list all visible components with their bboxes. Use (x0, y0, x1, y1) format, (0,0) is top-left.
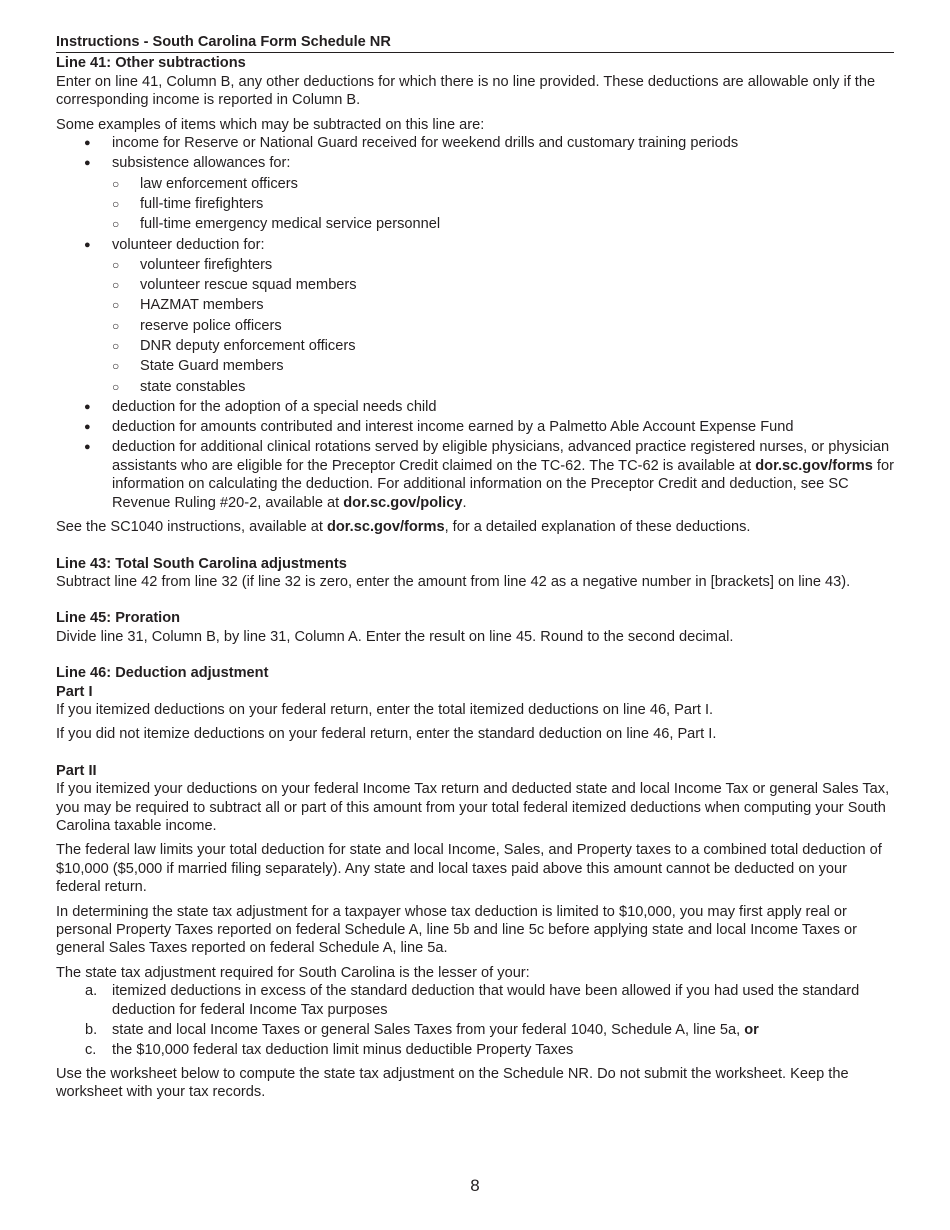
list-item: ● volunteer deduction for: ○ volunteer firefighters ○ volunteer rescue squad members ○ HAZMAT members ○ reserve police officers ○ DNR deputy enforcement officers ○ State Guard members ○ state constables (56, 236, 894, 396)
page-header: Instructions - South Carolina Form Schedule NR (56, 33, 894, 53)
circle-bullet-icon: ○ (112, 257, 120, 272)
part2-paragraph: The state tax adjustment required for South Carolina is the lesser of your: (56, 964, 530, 981)
list-item: ● deduction for the adoption of a special needs child (84, 398, 437, 415)
sublist (112, 175, 894, 234)
line46-heading: Line 46: Deduction adjustment (56, 665, 269, 682)
list-item: a. itemized deductions in excess of the standard deduction that would have been allowed if you had used the standard deduction for federal Income Tax purposes (85, 983, 860, 1018)
circle-bullet-icon: ○ (112, 339, 120, 353)
line45-text: Divide line 31, Column B, by line 31, Column A. Enter the result on line 45. Round to the second decimal. (56, 628, 734, 645)
line45-heading: Line 45: Proration (56, 610, 181, 627)
policy-link[interactable]: dor.sc.gov/policy (343, 494, 463, 511)
part1-paragraph: If you itemized deductions on your federal return, enter the total itemized deductions on line 46, Part I. (56, 701, 714, 718)
sublist (112, 256, 894, 396)
line41-intro: Enter on line 41, Column B, any other deductions for which there is no line provided. These deductions are allowable only if the corresponding income is reported in Column B. (56, 73, 876, 109)
sublist-item: ○ full-time emergency medical service personnel (112, 216, 441, 233)
worksheet-note: Use the worksheet below to compute the state tax adjustment on the Schedule NR. Do not submit the worksheet. Keep the worksheet with your tax records. (56, 1066, 849, 1101)
forms-link[interactable]: dor.sc.gov/forms (326, 519, 445, 536)
list-item: ● subsistence allowances for: ○ law enforcement officers ○ full-time firefighters ○ full-time emergency medical service personnel (56, 154, 894, 233)
list-item: b. state and local Income Taxes or general Sales Taxes from your federal 1040, Schedule A, line 5a, or (85, 1021, 759, 1038)
line45-section (56, 609, 894, 646)
circle-bullet-icon: ○ (112, 359, 120, 374)
circle-bullet-icon: ○ (112, 318, 120, 333)
examples-list (56, 134, 894, 512)
circle-bullet-icon: ○ (112, 217, 120, 232)
page-number: 8 (470, 1176, 480, 1195)
sublist-item: ○ State Guard members (112, 358, 284, 375)
sublist-item: ○ DNR deputy enforcement officers (112, 338, 356, 354)
line46-section (56, 664, 894, 1102)
part2-paragraph: In determining the state tax adjustment for a taxpayer whose tax deduction is limited to $10,000, you may first apply real or personal Property Taxes reported on federal Schedule A, line 5b and line 5c before applying state and local Income Taxes or general Sales Taxes reported on federal Schedule A, line 5a. (56, 903, 858, 957)
sublist-item: ○ HAZMAT members (112, 297, 264, 314)
list-item: c. the $10,000 federal tax deduction limit minus deductible Property Taxes (85, 1041, 574, 1058)
sublist-item: ○ volunteer firefighters (112, 256, 273, 273)
sublist-item: ○ full-time firefighters (112, 195, 264, 212)
forms-link[interactable]: dor.sc.gov/forms (755, 457, 873, 474)
bullet-icon: ● (84, 441, 91, 454)
line41-see-note: See the SC1040 instructions, available at dor.sc.gov/forms, for a detailed explanation of these deductions. (56, 519, 751, 536)
line43-heading: Line 43: Total South Carolina adjustments (56, 555, 347, 572)
part1-heading: Part I (56, 683, 93, 700)
line43-section (56, 555, 894, 592)
sublist-item: ○ reserve police officers (112, 317, 282, 334)
line41-heading: Line 41: Other subtractions (56, 55, 246, 72)
line41-section (56, 54, 894, 536)
line41-examples-intro: Some examples of items which may be subtracted on this line are: (56, 116, 485, 133)
sublist-item: ○ law enforcement officers (112, 175, 298, 192)
circle-bullet-icon: ○ (112, 298, 120, 313)
part2-paragraph: The federal law limits your total deduction for state and local Income, Sales, and Property taxes to a combined total deduction of $10,000 ($5,000 if married filing separately). Any state and local taxes paid above this amount cannot be deducted on your federal return. (56, 842, 882, 896)
bullet-icon: ● (84, 421, 91, 434)
circle-bullet-icon: ○ (112, 379, 120, 394)
bullet-icon: ● (84, 400, 91, 413)
list-item: ● deduction for additional clinical rotations served by eligible physicians, advanced practice registered nurses, or physician assistants who are eligible for the Preceptor Credit claimed on the TC-62. The TC-62 is available at dor.sc.gov/forms for information on calculating the deduction. For additional information on the Preceptor Credit and deduction, see SC Revenue Ruling #20-2, available at dor.sc.gov/policy. (84, 439, 894, 511)
circle-bullet-icon: ○ (112, 196, 120, 211)
part2-heading: Part II (56, 762, 97, 779)
circle-bullet-icon: ○ (112, 176, 120, 191)
bullet-icon: ● (84, 157, 91, 170)
list-item: ● income for Reserve or National Guard received for weekend drills and customary training periods (84, 135, 739, 152)
line43-text: Subtract line 42 from line 32 (if line 32 is zero, enter the amount from line 42 as a negative number in [brackets] on line 43). (56, 573, 851, 590)
sublist-item: ○ volunteer rescue squad members (112, 277, 357, 294)
part1-paragraph: If you did not itemize deductions on your federal return, enter the standard deduction on line 46, Part I. (56, 726, 717, 743)
bullet-icon: ● (84, 137, 91, 150)
circle-bullet-icon: ○ (112, 278, 120, 293)
instruction-page (56, 33, 894, 1102)
sublist-item: ○ state constables (112, 378, 246, 395)
part2-paragraph: If you itemized your deductions on your federal Income Tax return and deducted state and local Income Tax or general Sales Tax, you may be required to subtract all or part of this amount from your total federal itemized deductions when computing your South Carolina taxable income. (56, 781, 890, 834)
lesser-of-list (56, 982, 894, 1059)
list-item: ● deduction for amounts contributed and interest income earned by a Palmetto Able Account Expense Fund (84, 419, 794, 436)
bullet-icon: ● (84, 238, 91, 251)
